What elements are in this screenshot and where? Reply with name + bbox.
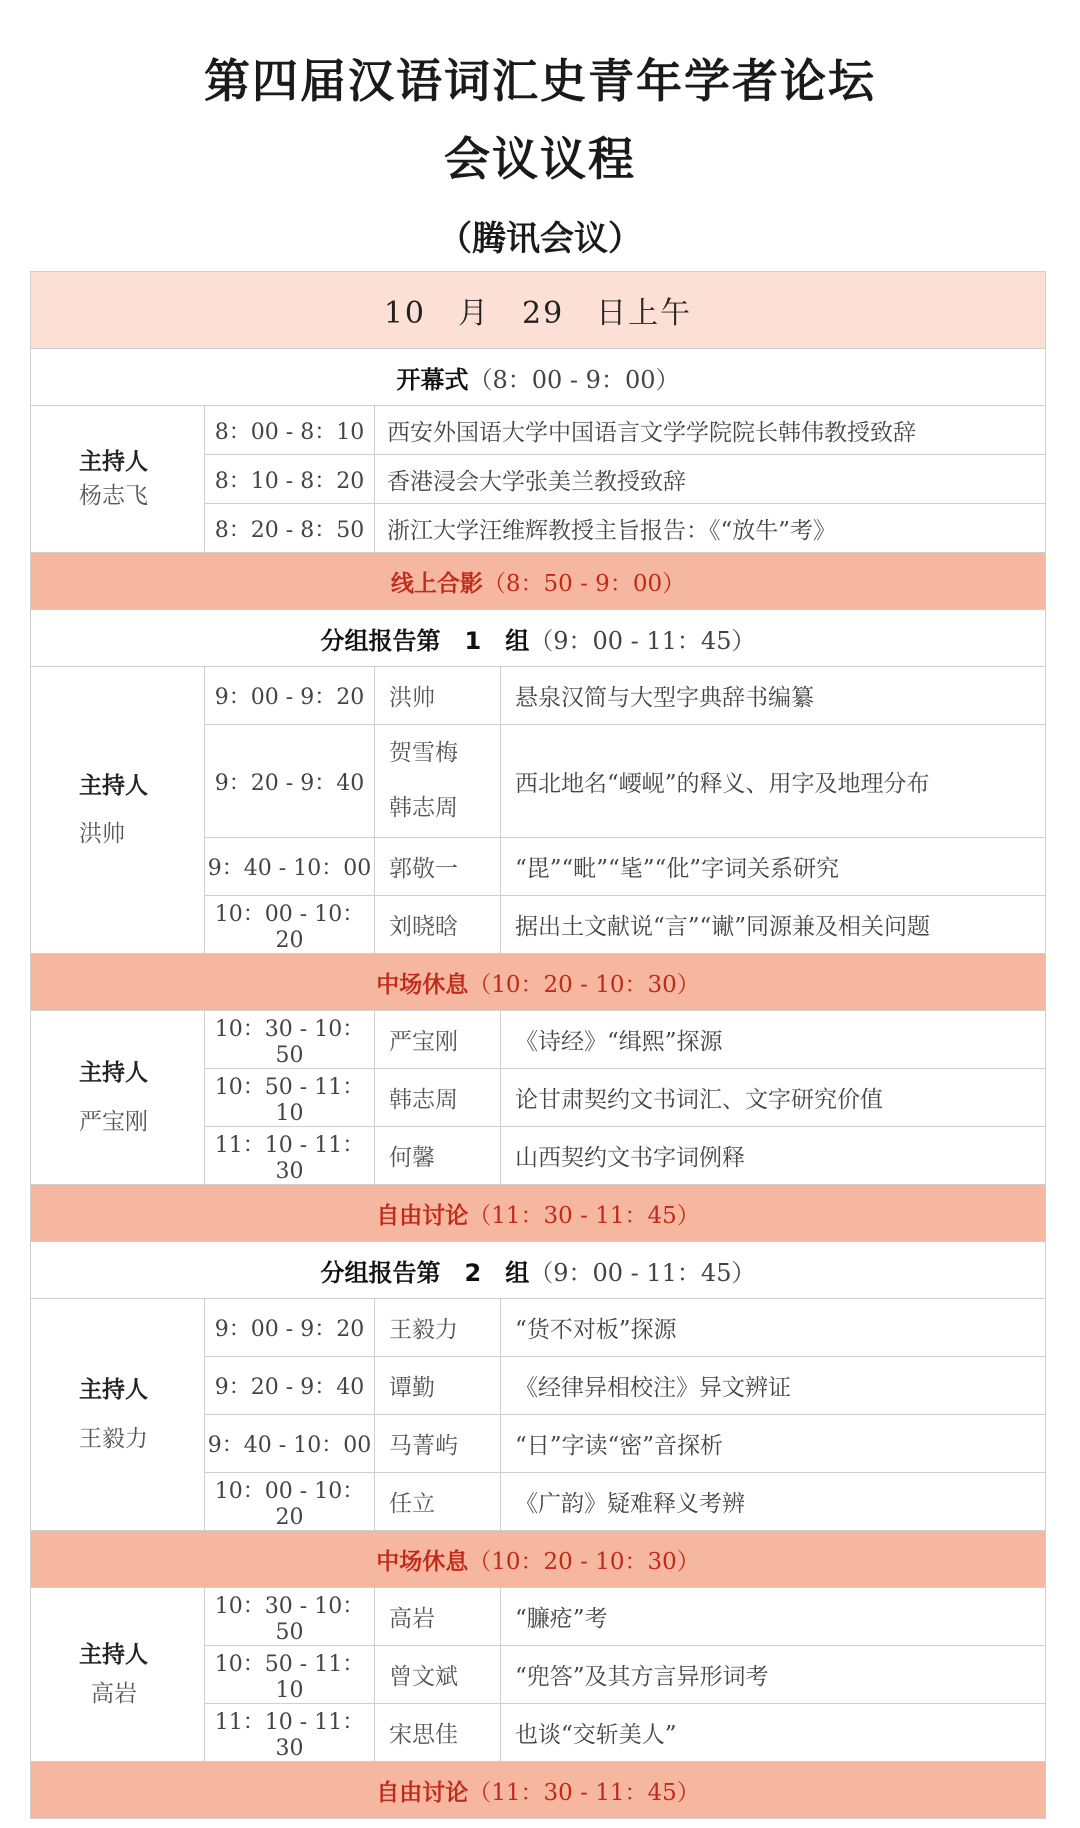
- speaker-cell: 谭勤: [375, 1357, 501, 1415]
- host-label: 主持人: [79, 1060, 148, 1086]
- time-cell: 8：20 - 8：50: [205, 504, 375, 553]
- break-heading: [31, 1762, 1046, 1819]
- time-cell: 9：40 - 10：00: [205, 838, 375, 896]
- break-row: [31, 1531, 1046, 1588]
- time-cell: 9：20 - 9：40: [205, 725, 375, 838]
- speaker-cell: 马菁屿: [375, 1415, 501, 1473]
- section-row-group2: [31, 1242, 1046, 1299]
- topic-cell: 香港浸会大学张美兰教授致辞: [375, 455, 1046, 504]
- time-cell: 11：10 - 11：30: [205, 1127, 375, 1185]
- speaker-cell: 刘晓晗: [375, 896, 501, 954]
- time-cell: 10：50 - 11：10: [205, 1069, 375, 1127]
- speaker-cell: [375, 725, 501, 838]
- break-name: 自由讨论: [376, 1202, 469, 1229]
- time-cell: 10：50 - 11：10: [205, 1646, 375, 1704]
- host-cell: [31, 1011, 205, 1185]
- time-cell: 11：10 - 11：30: [205, 1704, 375, 1762]
- host-name: 杨志飞: [79, 483, 148, 509]
- topic-cell: 《诗经》“缉熙”探源: [501, 1011, 1046, 1069]
- table-row: [31, 406, 1046, 455]
- agenda-table: [30, 271, 1046, 1819]
- time-cell: 9：40 - 10：00: [205, 1415, 375, 1473]
- host-label: 主持人: [79, 1377, 148, 1403]
- day-label: 10 月 29 日上午: [31, 272, 1046, 349]
- time-cell: 9：20 - 9：40: [205, 1357, 375, 1415]
- host-name: 王毅力: [79, 1425, 148, 1452]
- topic-cell: 西北地名“崾岘”的释义、用字及地理分布: [501, 725, 1046, 838]
- time-cell: 10：00 - 10：20: [205, 1473, 375, 1531]
- host-name: 高岩: [91, 1680, 137, 1707]
- table-row: [31, 1299, 1046, 1357]
- speaker-cell: 韩志周: [375, 1069, 501, 1127]
- topic-cell: 论甘肃契约文书词汇、文字研究价值: [501, 1069, 1046, 1127]
- section-time: （9：00 - 11：45）: [529, 1258, 756, 1287]
- table-row: [31, 1588, 1046, 1646]
- section-heading: [31, 349, 1046, 406]
- speaker-cell: 宋思佳: [375, 1704, 501, 1762]
- topic-cell: “兜答”及其方言异形词考: [501, 1646, 1046, 1704]
- host-name: 严宝刚: [79, 1108, 148, 1135]
- host-cell: [31, 406, 205, 553]
- host-name: 洪帅: [79, 821, 125, 847]
- section-name: 开幕式: [396, 365, 469, 394]
- topic-cell: 也谈“交斩美人”: [501, 1704, 1046, 1762]
- topic-cell: 据出土文献说“言”“谳”同源兼及相关问题: [501, 896, 1046, 954]
- break-name: 线上合影: [390, 570, 483, 597]
- break-row: [31, 954, 1046, 1011]
- host-cell: [31, 1299, 205, 1531]
- page-subtitle: 会议议程: [444, 132, 636, 186]
- topic-cell: “臁疮”考: [501, 1588, 1046, 1646]
- host-label: 主持人: [79, 772, 148, 799]
- break-row: [31, 1185, 1046, 1242]
- table-row: [31, 1011, 1046, 1069]
- break-name: 自由讨论: [376, 1779, 469, 1806]
- section-row-group1: [31, 610, 1046, 667]
- break-time: （8：50 - 9：00）: [482, 570, 686, 597]
- section-heading: [31, 1242, 1046, 1299]
- speaker-cell: 高岩: [375, 1588, 501, 1646]
- page-title: 第四届汉语词汇史青年学者论坛: [204, 54, 876, 108]
- topic-cell: “毘”“毗”“毞”“仳”字词关系研究: [501, 838, 1046, 896]
- speaker-cell: 郭敬一: [375, 838, 501, 896]
- topic-cell: 《经律异相校注》异文辨证: [501, 1357, 1046, 1415]
- time-cell: 9：00 - 9：20: [205, 667, 375, 725]
- topic-cell: 浙江大学汪维辉教授主旨报告：《“放牛”考》: [375, 504, 1046, 553]
- break-heading: [31, 954, 1046, 1011]
- speaker-cell: 曾文斌: [375, 1646, 501, 1704]
- section-time: （8：00 - 9：00）: [468, 365, 680, 394]
- speaker-name: 贺雪梅: [389, 739, 458, 766]
- section-heading: [31, 610, 1046, 667]
- speaker-cell: 王毅力: [375, 1299, 501, 1357]
- break-row-photo: [31, 553, 1046, 610]
- speaker-cell: 任立: [375, 1473, 501, 1531]
- break-heading: [31, 1185, 1046, 1242]
- topic-cell: “货不对板”探源: [501, 1299, 1046, 1357]
- topic-cell: 《广韵》疑难释义考辨: [501, 1473, 1046, 1531]
- day-header-row: [31, 272, 1046, 349]
- section-name: 分组报告第 2 组: [320, 1258, 530, 1287]
- time-cell: 8：10 - 8：20: [205, 455, 375, 504]
- host-cell: [31, 1588, 205, 1762]
- break-name: 中场休息: [376, 1548, 469, 1575]
- time-cell: 9：00 - 9：20: [205, 1299, 375, 1357]
- section-name: 分组报告第 1 组: [320, 626, 530, 655]
- topic-cell: 西安外国语大学中国语言文学学院院长韩伟教授致辞: [375, 406, 1046, 455]
- section-time: （9：00 - 11：45）: [529, 626, 756, 655]
- host-label: 主持人: [79, 1642, 148, 1668]
- break-time: （10：20 - 10：30）: [468, 971, 700, 998]
- time-cell: 10：30 - 10：50: [205, 1011, 375, 1069]
- topic-cell: 悬泉汉简与大型字典辞书编纂: [501, 667, 1046, 725]
- host-cell: [31, 667, 205, 954]
- break-name: 中场休息: [376, 971, 469, 998]
- speaker-cell: 洪帅: [375, 667, 501, 725]
- break-time: （11：30 - 11：45）: [468, 1202, 700, 1229]
- break-time: （10：20 - 10：30）: [468, 1548, 700, 1575]
- speaker-cell: 何馨: [375, 1127, 501, 1185]
- topic-cell: 山西契约文书字词例释: [501, 1127, 1046, 1185]
- break-time: （11：30 - 11：45）: [468, 1779, 700, 1806]
- break-heading: [31, 1531, 1046, 1588]
- section-row-opening: [31, 349, 1046, 406]
- meeting-platform: （腾讯会议）: [438, 219, 642, 259]
- topic-cell: “日”字读“密”音探析: [501, 1415, 1046, 1473]
- speaker-name: 韩志周: [389, 795, 458, 821]
- time-cell: 10：00 - 10：20: [205, 896, 375, 954]
- time-cell: 8：00 - 8：10: [205, 406, 375, 455]
- break-row: [31, 1762, 1046, 1819]
- speaker-cell: 严宝刚: [375, 1011, 501, 1069]
- break-heading: [31, 553, 1046, 610]
- time-cell: 10：30 - 10：50: [205, 1588, 375, 1646]
- host-label: 主持人: [79, 448, 148, 475]
- table-row: [31, 667, 1046, 725]
